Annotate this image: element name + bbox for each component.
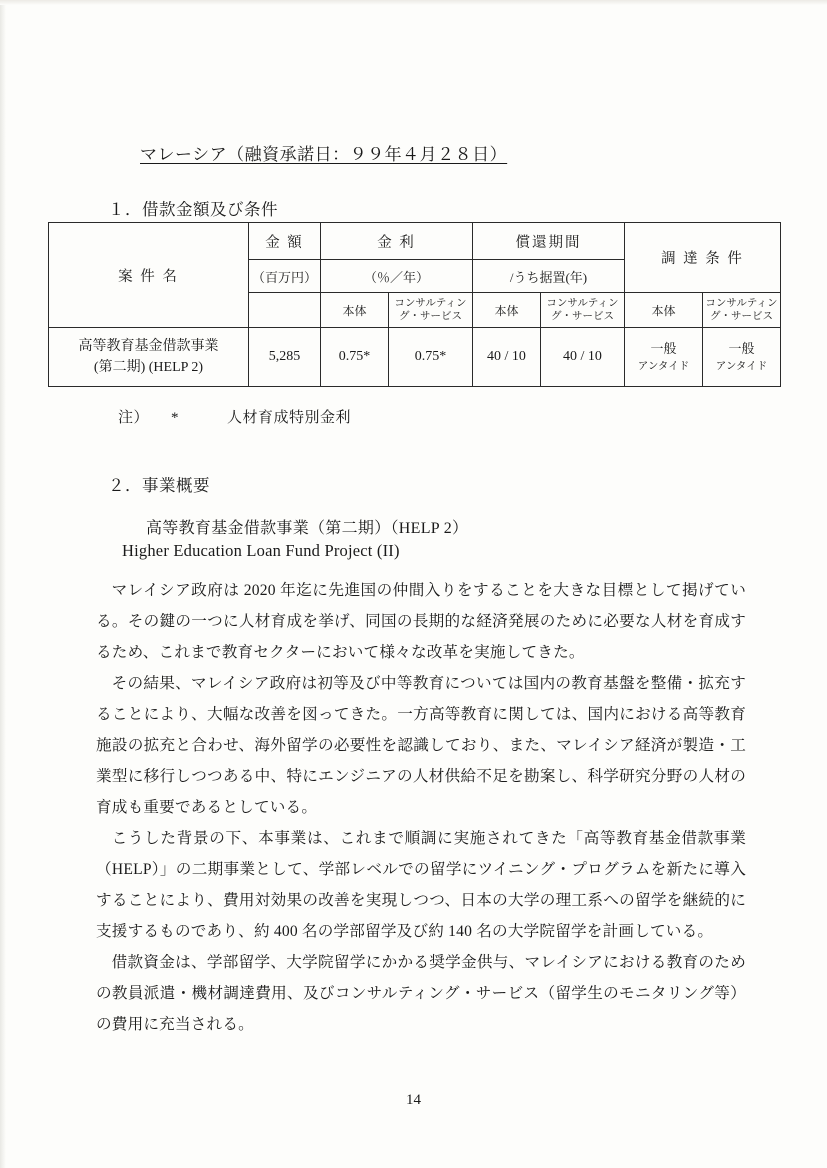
procurement-consult-line2: アンタイド (715, 360, 768, 372)
header-repayment-consult: コンサルティング・サービス (541, 293, 625, 328)
paragraph-1: マレイシア政府は 2020 年迄に先進国の仲間入りをすることを大きな目標として掲げている。その鍵の一つに人材育成を挙げ、同国の長期的な経済発展のために必要な人材を育成するため、これまで教育セクターにおいて様々な改革を実施してきた。 (96, 582, 746, 661)
note-label: 注） (118, 410, 150, 426)
procurement-main-line2: アンタイド (637, 360, 690, 372)
cell-procurement-consult (703, 328, 781, 387)
header-amount-blank (249, 293, 321, 328)
header-repayment-main: 本体 (473, 293, 541, 328)
header-interest-consult: コンサルティング・サービス (389, 293, 473, 328)
header-procurement-consult: コンサルティング・サービス (703, 293, 781, 328)
header-amount-unit: （百万円） (249, 260, 321, 293)
page-number: 14 (406, 1092, 421, 1108)
header-interest-main: 本体 (321, 293, 389, 328)
cell-repayment-consult: 40 / 10 (541, 328, 625, 387)
section-2-heading: ２．事業概要 (108, 476, 210, 495)
cell-case-name (49, 328, 249, 387)
cell-amount: 5,285 (249, 328, 321, 387)
table-row (49, 328, 781, 387)
case-name-line2: (第二期) (HELP 2) (93, 360, 204, 375)
header-repayment: 償還期間 (473, 223, 625, 260)
case-name-line1: 高等教育基金借款事業 (78, 339, 219, 354)
section-1-heading: １．借款金額及び条件 (108, 200, 278, 219)
paragraph-4: 借款資金は、学部留学、大学院留学にかかる奨学金供与、マレイシアにおける教育のための教員派遣・機材調達費用、及びコンサルティング・サービス（留学生のモニタリング等）の費用に充当される。 (96, 954, 746, 1033)
header-interest-unit: （％／年） (321, 260, 473, 293)
cell-interest-main: 0.75* (321, 328, 389, 387)
header-procurement-main: 本体 (625, 293, 703, 328)
body-text (96, 575, 746, 1040)
scan-edge-top (0, 0, 827, 5)
note-text: 人材育成特別金利 (227, 410, 352, 426)
header-procurement: 調 達 条 件 (625, 223, 781, 293)
project-title-jp: 高等教育基金借款事業（第二期）（HELP 2） (146, 520, 469, 537)
cell-procurement-main (625, 328, 703, 387)
procurement-consult-line1: 一般 (728, 341, 755, 357)
table-note (118, 406, 351, 427)
page-title-text: マレーシア（融資承諾日：９９年４月２８日） (140, 145, 508, 164)
page-title (140, 140, 507, 165)
note-marker: * (171, 410, 180, 426)
header-interest: 金 利 (321, 223, 473, 260)
loan-terms-table (48, 222, 781, 387)
project-title-en: Higher Education Loan Fund Project (II) (122, 541, 400, 560)
cell-repayment-main: 40 / 10 (473, 328, 541, 387)
header-amount: 金 額 (249, 223, 321, 260)
header-repayment-unit: /うち据置(年) (473, 260, 625, 293)
paragraph-3: こうした背景の下、本事業は、これまで順調に実施されてきた「高等教育基金借款事業（HELP）」の二期事業として、学部レベルでの留学にツイニング・プログラムを新たに導入することにより、費用対効果の改善を実現しつつ、日本の大学の理工系への留学を継続的に支援するものであり、約 400 名の学部留学及び約 140 名の大学院留学を計画している。 (96, 830, 746, 940)
paragraph-2: その結果、マレイシア政府は初等及び中等教育については国内の教育基盤を整備・拡充することにより、大幅な改善を図ってきた。一方高等教育に関しては、国内における高等教育施設の拡充と合わせ、海外留学の必要性を認識しており、また、マレイシア経済が製造・工業型に移行しつつある中、特にエンジニアの人材供給不足を勘案し、科学研究分野の人材の育成も重要であるとしている。 (96, 675, 746, 816)
scan-edge-left (0, 0, 6, 1168)
table-header-row-1 (49, 223, 781, 260)
cell-interest-consult: 0.75* (389, 328, 473, 387)
header-case-name: 案 件 名 (49, 223, 249, 328)
procurement-main-line1: 一般 (650, 341, 677, 357)
